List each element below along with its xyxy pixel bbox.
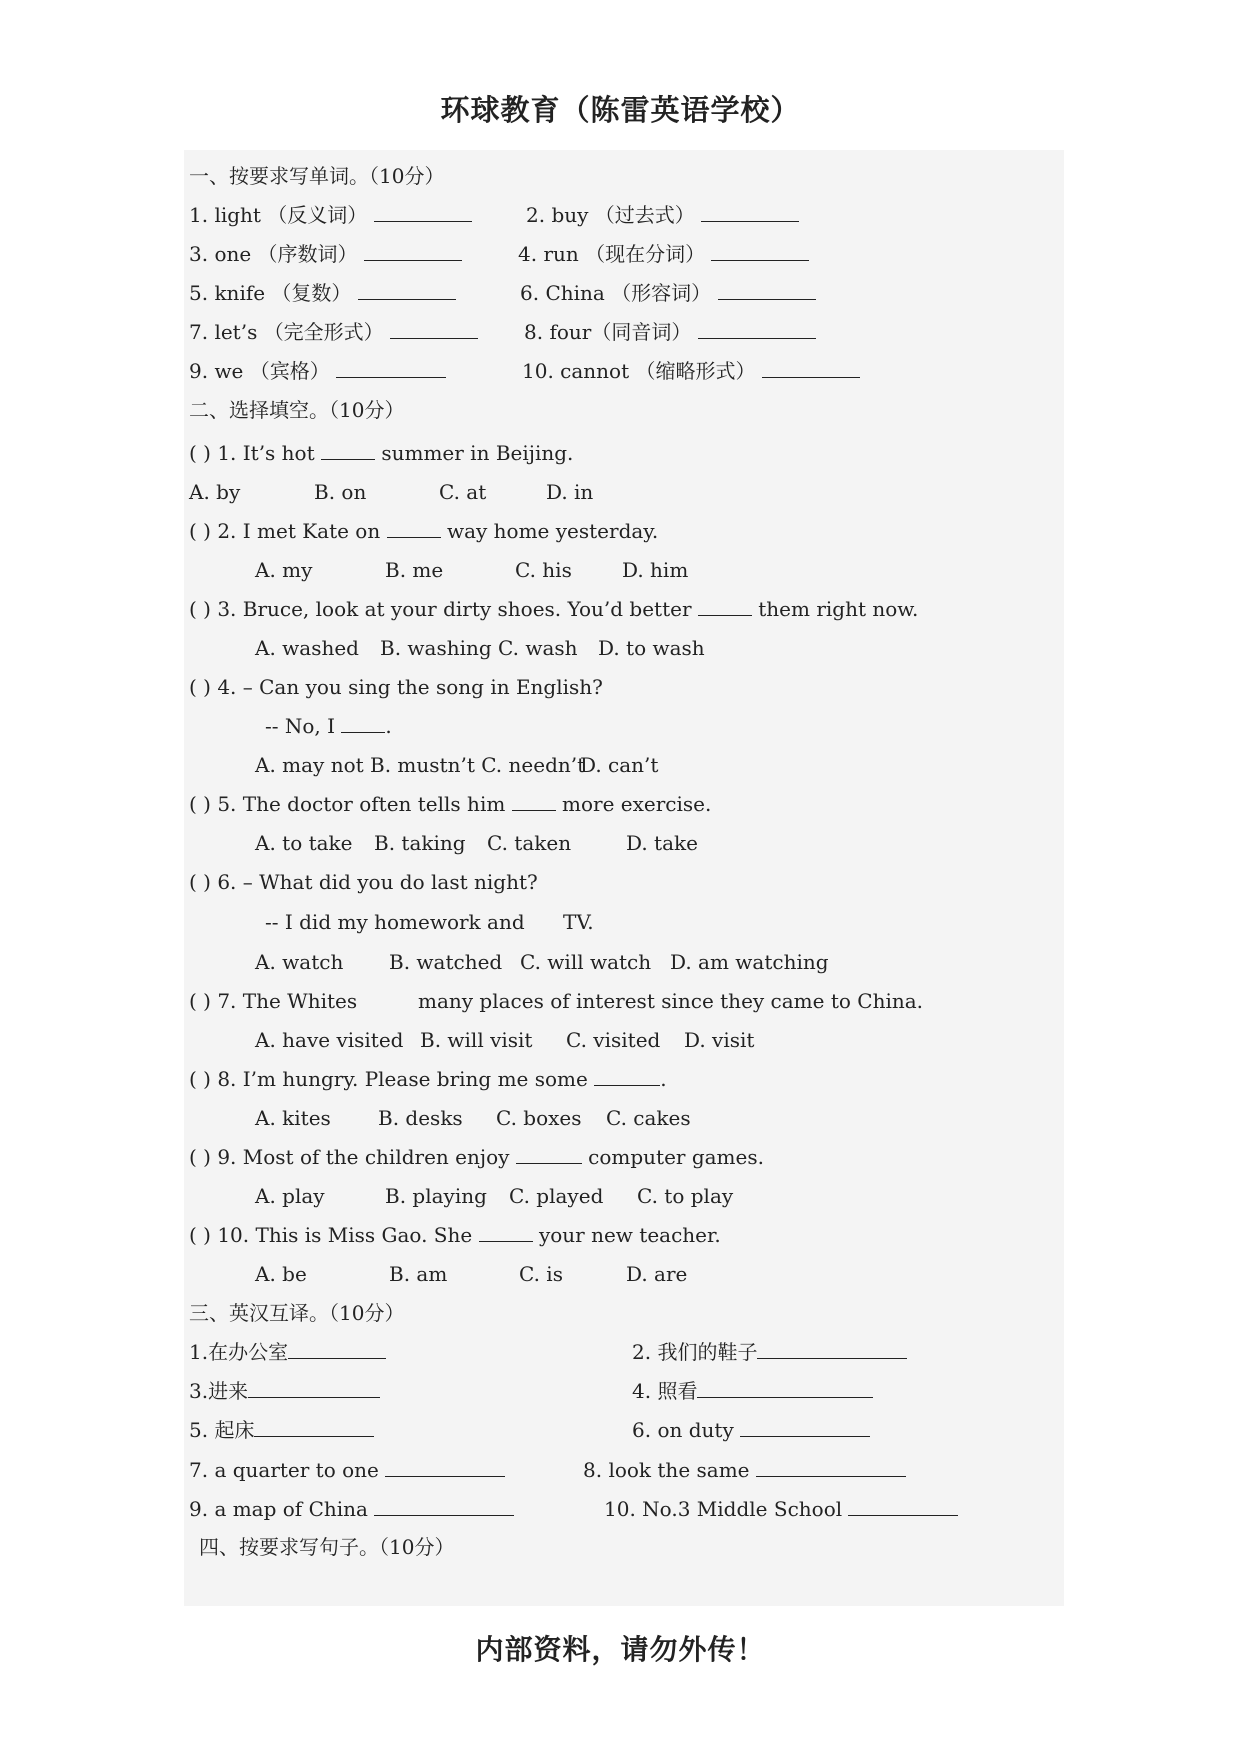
q8-option-b: B. desks	[378, 1106, 463, 1130]
q4-option-d: D. can’t	[580, 753, 659, 777]
section3-heading: 三、英汉互译。（10分）	[189, 1301, 405, 1325]
s1-item-10: 10. cannot （缩略形式）	[522, 358, 860, 384]
q8-option-c2: C. cakes	[606, 1106, 691, 1130]
q5-option-d: D. take	[626, 831, 698, 855]
s3-item-8: 8. look the same	[583, 1457, 906, 1483]
s1-item-8: 8. four（同音词）	[524, 319, 816, 345]
q7-option-a: A. have visited	[255, 1028, 404, 1052]
q1-option-b: B. on	[314, 480, 367, 504]
q3-option-d: D. to wash	[598, 636, 705, 660]
q6-option-a: A. watch	[255, 950, 344, 974]
q5-stem: ( ) 5. The doctor often tells him more exercise.	[189, 792, 712, 816]
q9-option-a: A. play	[255, 1184, 325, 1208]
s1-item-2: 2. buy （过去式）	[526, 202, 799, 228]
q6-option-b: B. watched	[389, 950, 503, 974]
q8-option-a: A. kites	[255, 1106, 331, 1130]
q2-option-b: B. me	[385, 558, 444, 582]
s1-item-4: 4. run （现在分词）	[518, 241, 809, 267]
q10-option-c: C. is	[519, 1262, 563, 1286]
s1-item-7: 7. let’s （完全形式）	[189, 319, 478, 345]
q9-option-b: B. playing	[385, 1184, 487, 1208]
page-title: 环球教育（陈雷英语学校）	[440, 93, 801, 127]
s3-item-1: 1.在办公室	[189, 1339, 386, 1365]
q10-option-b: B. am	[389, 1262, 448, 1286]
s3-item-3: 3.进来	[189, 1378, 380, 1404]
q5-option-c: C. taken	[487, 831, 572, 855]
s3-item-9: 9. a map of China	[189, 1496, 514, 1522]
section1-heading: 一、按要求写单词。（10分）	[189, 164, 445, 188]
q8-stem: ( ) 8. I’m hungry. Please bring me some .	[189, 1067, 667, 1091]
s3-item-4: 4. 照看	[632, 1378, 873, 1404]
q2-option-a: A. my	[255, 558, 313, 582]
q10-option-d: D. are	[626, 1262, 688, 1286]
q3-option-bc: B. washing C. wash	[380, 636, 578, 660]
q7-option-b: B. will visit	[420, 1028, 533, 1052]
s3-item-7: 7. a quarter to one	[189, 1457, 505, 1483]
q10-option-a: A. be	[255, 1262, 307, 1286]
q1-option-a: A. by	[189, 480, 241, 504]
q2-option-c: C. his	[515, 558, 572, 582]
s1-item-3: 3. one （序数词）	[189, 241, 462, 267]
s3-item-5: 5. 起床	[189, 1417, 374, 1443]
q1-option-d: D. in	[546, 480, 594, 504]
q6-option-c: C. will watch	[520, 950, 652, 974]
s1-item-6: 6. China （形容词）	[520, 280, 816, 306]
section4-heading: 四、按要求写句子。（10分）	[199, 1535, 455, 1559]
s1-item-9: 9. we （宾格）	[189, 358, 446, 384]
q8-option-c: C. boxes	[496, 1106, 582, 1130]
s3-item-6: 6. on duty	[632, 1417, 870, 1443]
footer-notice: 内部资料，请勿外传！	[475, 1633, 766, 1666]
q6-option-d: D. am watching	[670, 950, 829, 974]
q7-option-c: C. visited	[566, 1028, 661, 1052]
q5-option-a: A. to take	[255, 831, 353, 855]
q6-answer-tail: TV.	[563, 910, 594, 934]
q5-option-b: B. taking	[374, 831, 466, 855]
q9-stem: ( ) 9. Most of the children enjoy computer games.	[189, 1145, 764, 1169]
q4-option-abc: A. may not B. mustn’t C. needn’t	[255, 753, 586, 777]
s1-item-1: 1. light （反义词）	[189, 202, 472, 228]
q7-option-d: D. visit	[684, 1028, 755, 1052]
q3-stem: ( ) 3. Bruce, look at your dirty shoes. You’d better them right now.	[189, 597, 919, 621]
q4-stem: ( ) 4. – Can you sing the song in English?	[189, 675, 603, 699]
q2-stem: ( ) 2. I met Kate on way home yesterday.	[189, 519, 659, 543]
q4-answer-line: -- No, I .	[265, 714, 392, 738]
q1-option-c: C. at	[439, 480, 487, 504]
q1-stem: ( ) 1. It’s hot summer in Beijing.	[189, 441, 574, 465]
s1-item-5: 5. knife （复数）	[189, 280, 456, 306]
section2-heading: 二、选择填空。（10分）	[189, 398, 405, 422]
q7-stem: ( ) 7. The Whites	[189, 989, 358, 1013]
q3-option-a: A. washed	[255, 636, 359, 660]
q10-stem: ( ) 10. This is Miss Gao. She your new teacher.	[189, 1223, 721, 1247]
q6-stem: ( ) 6. – What did you do last night?	[189, 870, 538, 894]
q7-stem-tail: many places of interest since they came to China.	[418, 989, 924, 1013]
q9-option-c: C. played	[509, 1184, 604, 1208]
q6-answer-line: -- I did my homework and	[265, 910, 525, 934]
q2-option-d: D. him	[622, 558, 689, 582]
s3-item-10: 10. No.3 Middle School	[604, 1496, 958, 1522]
q9-option-c2: C. to play	[637, 1184, 734, 1208]
s3-item-2: 2. 我们的鞋子	[632, 1339, 907, 1365]
